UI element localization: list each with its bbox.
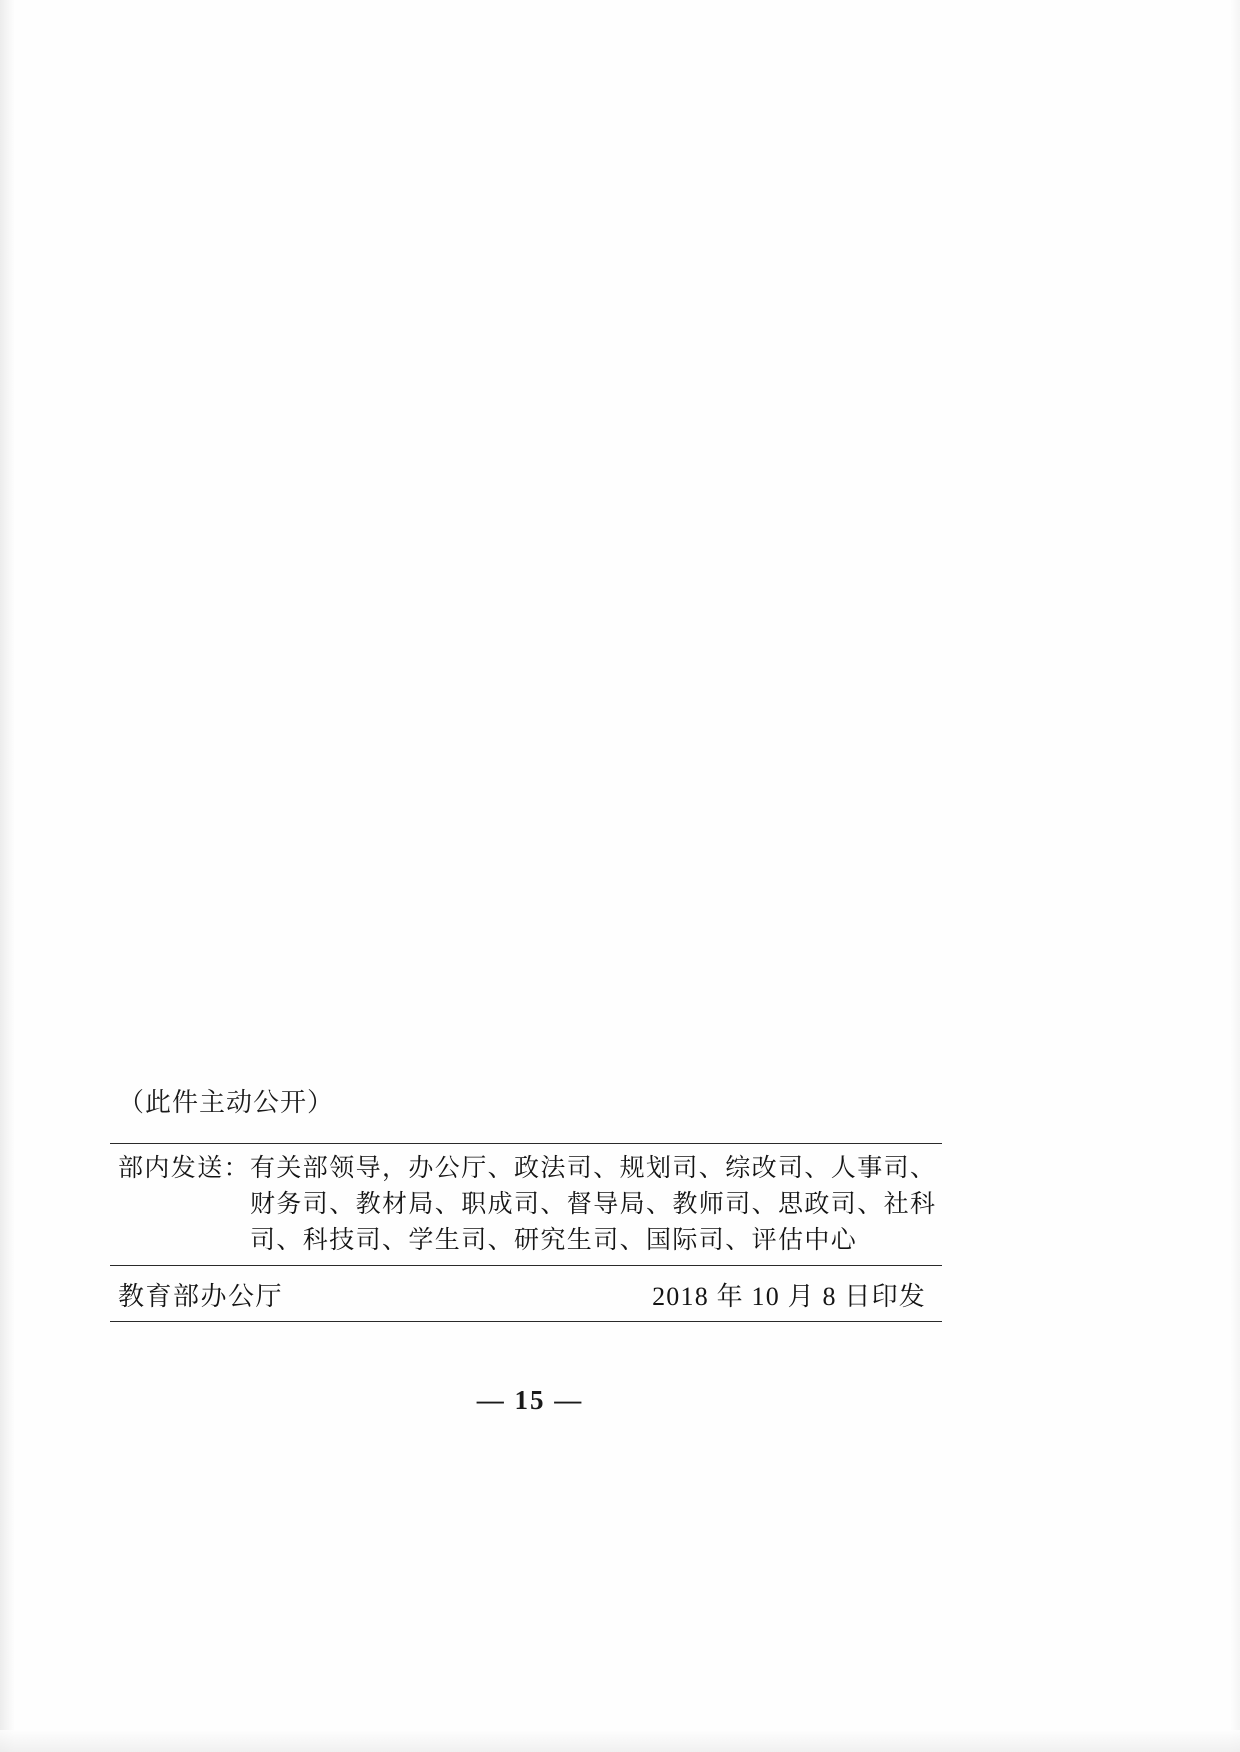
scan-edge-right: [1230, 0, 1240, 1752]
scan-edge-left: [0, 0, 14, 1752]
document-content: [110, 0, 950, 1752]
distribution-line: 财务司、教材局、职成司、督导局、教师司、思政司、社科: [250, 1191, 937, 1218]
distribution-lines: [110, 1144, 942, 1265]
footer-row: [110, 1266, 942, 1321]
issuing-office: 教育部办公厅: [118, 1282, 284, 1311]
page-number: — 15 —: [476, 1385, 584, 1415]
issue-date: 2018 年 10 月 8 日印发: [652, 1282, 926, 1311]
distribution-block: [110, 1143, 942, 1322]
distribution-line: 司、科技司、学生司、研究生司、国际司、评估中心: [250, 1227, 858, 1254]
divider-bottom: [110, 1321, 942, 1322]
public-disclosure-note: （此件主动公开）: [118, 1088, 335, 1117]
distribution-line: 部内发送：有关部领导，办公厅、政法司、规划司、综改司、人事司、: [118, 1155, 937, 1182]
